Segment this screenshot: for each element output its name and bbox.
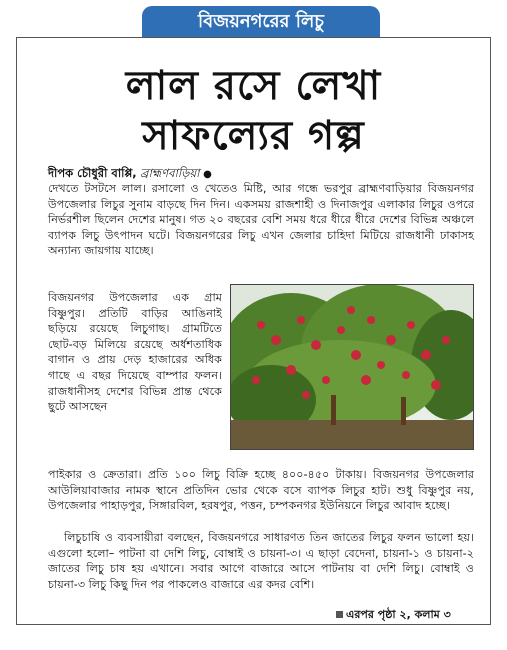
litchi-tree-illustration [231, 285, 474, 450]
byline-dot-icon: ● [203, 169, 212, 180]
author-name: দীপক চৌধুরী বাপ্পি, [48, 166, 137, 180]
paragraph-3: পাইকার ও ক্রেতারা। প্রতি ১০০ লিচু বিক্রি হচ্ছে ৪০০-৪৫০ টাকায়। বিজয়নগর উপজেলার আউলিয়াবাজার নামক স্থানে প্রতিদিন ভোর থেকে বসে ব্যাপক লিচুর হাট। শুধু বিষ্ণুপুর নয়, উপজেলার পাহাড়পুর, সিঙ্গারবিল, হরষপুর, পত্তন, চম্পকনগর ইউনিয়নে লিচুর আবাদ হচ্ছে। [48, 468, 474, 513]
paragraph-4: লিচুচাষি ও ব্যবসায়ীরা বলছেন, বিজয়নগরে সাধারণত তিন জাতের লিচুর ফলন ভালো হয়। এগুলো হলো– পাটনা বা দেশি লিচু, বোম্বাই ও চায়না-৩। এ ছাড়া বেদেনা, চায়না-১ ও চায়না-২ জাতের লিচু চাষ হয় এখানে। সবার আগে বাজারে আসে পাটনায় বা দেশি লিচু। বোম্বাই ও চায়না-৩ লিচু কিছু দিন পর পাকলেও বাজারে এর কদর বেশি। [48, 531, 474, 591]
headline-line-1: লাল রসে লেখা [125, 63, 382, 109]
continuation-note [336, 606, 451, 625]
paragraph-1: দেখতে টসটসে লাল। রসালো ও খেতেও মিষ্টি, আর গন্ধে ভরপুর ব্রাহ্মণবাড়িয়ার বিজয়নগর উপজেলার লিচুর সুনাম বাড়ছে দিন দিন। একসময় রাজশাহী ও দিনাজপুর এলাকার লিচুর ওপরে নির্ভরশীল ছিলেন দেশের মানুষ। গত ২০ বছরের বেশি সময় ধরে ধীরে ধীরে দেশের বিভিন্ন অঞ্চলে ব্যাপক লিচু উৎপাদন ঘটে। বিজয়নগরের লিচু এখন জেলার চাহিদা মিটিয়ে রাজধানী ঢাকাসহ অন্যান্য জায়গায় যাচ্ছে। [48, 182, 474, 258]
square-bullet-icon [336, 611, 343, 618]
continuation-text: এরপর পৃষ্ঠা ২, কলাম ৩ [346, 608, 451, 621]
headline-line-2: সাফল্যের গল্প [142, 113, 365, 159]
author-location: ব্রাহ্মণবাড়িয়া [140, 166, 200, 180]
section-tab: বিজয়নগরের লিচু [142, 6, 380, 38]
paragraph-2: বিজয়নগর উপজেলার এক গ্রাম বিষ্ণুপুর। প্রতিটি বাড়ির আঙিনাই ছড়িয়ে রয়েছে লিচুগাছ। গ্রামটিতে ছোট-বড় মিলিয়ে রয়েছে অর্ধশতাধিক বাগান ও প্রায় দেড় হাজারের অধিক গাছে এ বছর দিয়েছে বাম্পার ফলন। রাজধানীসহ দেশের বিভিন্ন প্রান্ত থেকে ছুটে আসছেন [48, 291, 222, 414]
litchi-tree-photo [230, 284, 474, 450]
